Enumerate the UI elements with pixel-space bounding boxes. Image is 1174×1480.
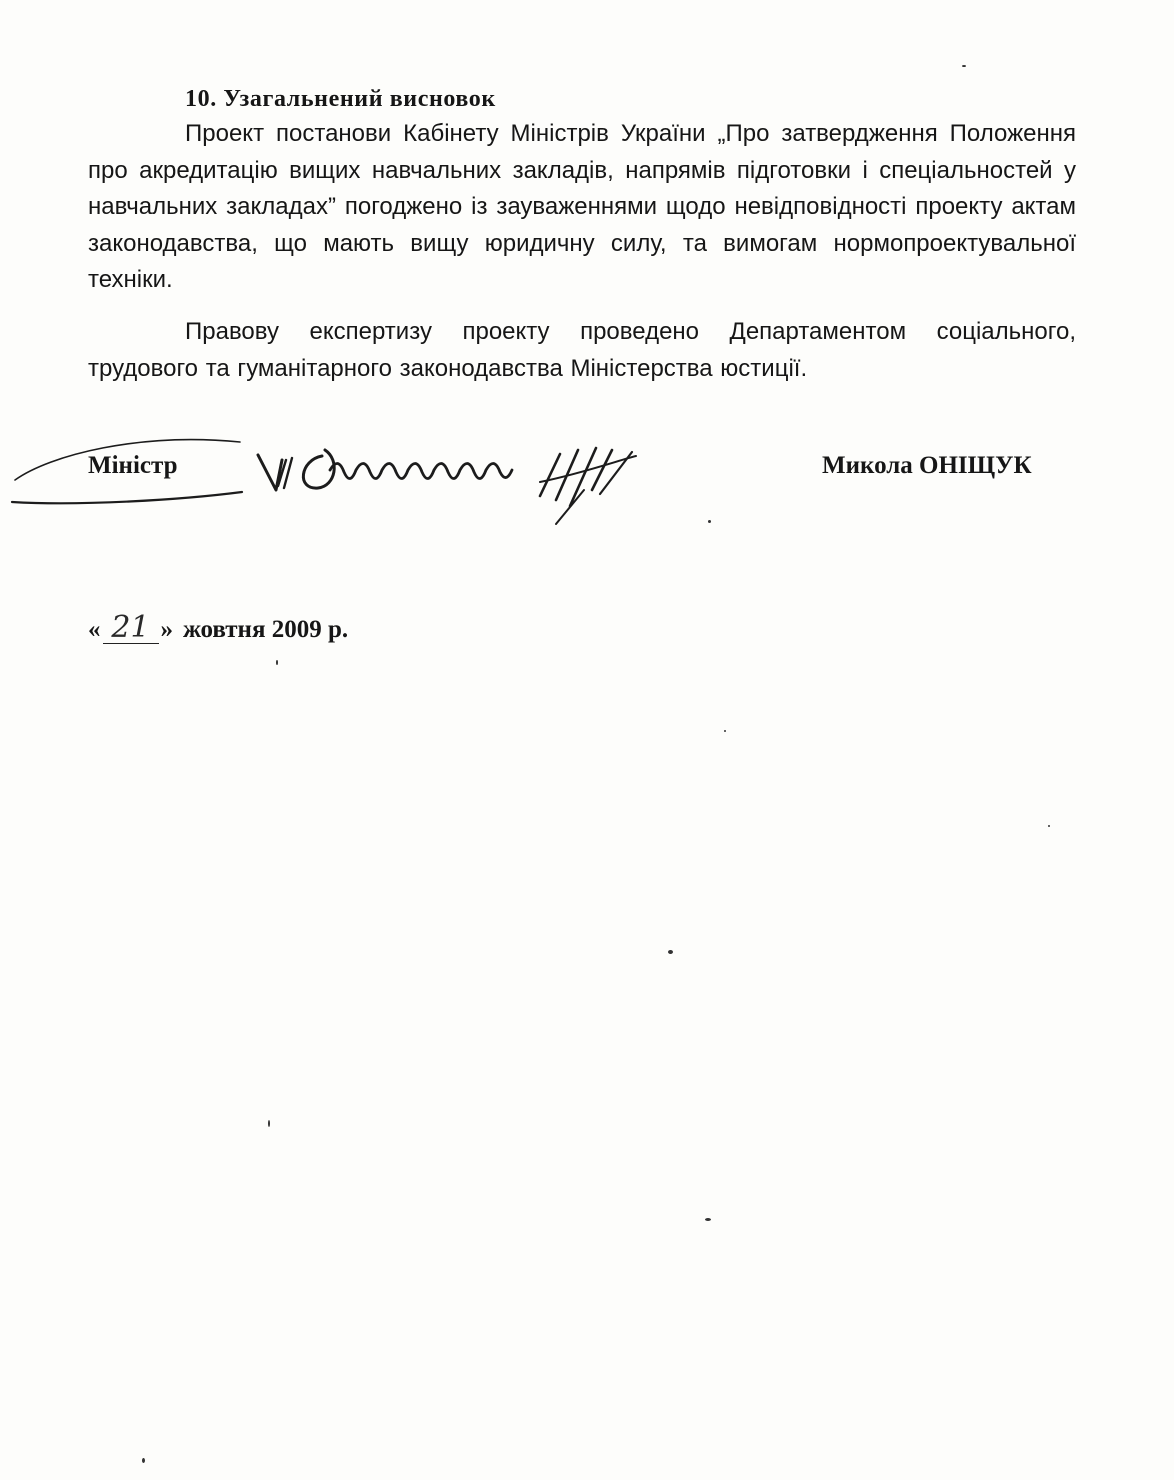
- scan-speck: [724, 730, 726, 732]
- date-close-quote: »: [160, 616, 173, 643]
- scan-speck: [705, 1218, 711, 1221]
- scan-speck: [962, 65, 966, 67]
- section-heading: 10. Узагальнений висновок: [185, 86, 496, 112]
- scan-speck: [668, 950, 673, 954]
- date-day-handwritten: 21: [103, 613, 159, 644]
- conclusion-paragraph: Проект постанови Кабінету Міністрів України „Про затвердження Положення про акредитацію вищих навчальних закладів, напрямів підготовки і спеціальностей у навчальних закладах” погоджено із зауваженнями щодо невідповідності проекту актам законодавства, що мають вищу юридичну силу, та вимогам нормопроектувальної техніки.: [88, 120, 1076, 293]
- scan-speck: [142, 1458, 145, 1463]
- signatory-name: Микола ОНІЩУК: [822, 452, 1032, 479]
- scan-speck: [708, 520, 711, 523]
- signatory-title: Міністр: [88, 452, 178, 479]
- scan-speck: [1048, 825, 1050, 827]
- legal-review-paragraph: Правову експертизу проекту проведено Департаментом соціального, трудового та гуманітарного законодавства Міністерства юстиції.: [88, 318, 1076, 382]
- date-month-year: жовтня 2009 р.: [183, 616, 349, 643]
- document-date: [88, 610, 349, 645]
- date-open-quote: «: [88, 616, 101, 643]
- scan-speck: [268, 1120, 270, 1127]
- scan-speck: [276, 660, 278, 665]
- signature-block: [0, 420, 1174, 540]
- handwritten-signature: [0, 420, 700, 540]
